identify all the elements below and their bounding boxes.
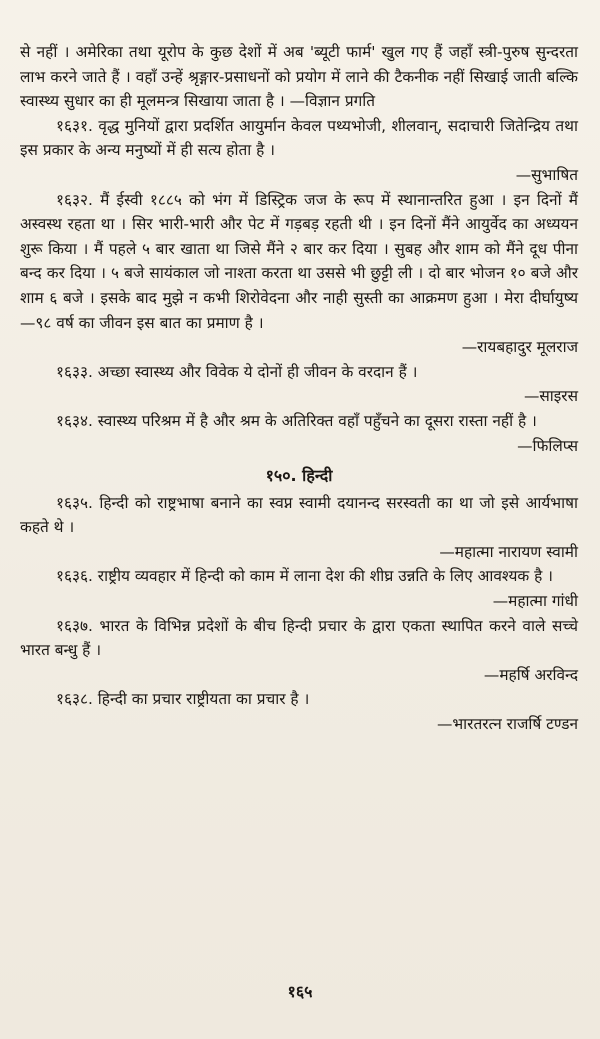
page-content: [20, 40, 578, 737]
quote-1632: १६३२. मैं ईस्वी १८८५ को भंग में डिस्ट्रिक जज के रूप में स्थानान्तरित हुआ । इन दिनों मैं अस्वस्थ रहता था । सिर भारी-भारी और पेट में गड़बड़ रहती थी । इन दिनों मैंने आयुर्वेद का अध्ययन शुरू किया । मैं पहले ५ बार खाता था जिसे मैंने २ बार कर दिया । सुबह और शाम को मैंने दूध पीना बन्द कर दिया । ५ बजे सायंकाल जो नाश्ता करता था उससे भी छुट्टी ली । दो बार भोजन १० बजे और शाम ६ बजे । इसके बाद मुझे न कभी शिरोवेदना और नाही सुस्ती का आक्रमण हुआ । मेरा दीर्घायुष्य—९८ वर्ष का जीवन इस बात का प्रमाण है ।: [20, 190, 578, 332]
section-heading: १५०. हिन्दी: [265, 466, 333, 486]
page-number: १६५: [287, 982, 313, 1001]
paragraph-continuation: से नहीं । अमेरिका तथा यूरोप के कुछ देशों में अब 'ब्यूटी फार्म' खुल गए हैं जहाँ स्त्री-पुरुष सुन्दरता लाभ करने जाते हैं । वहाँ उन्हें श्रृङ्गार-प्रसाधनों को प्रयोग में लाने की टैकनीक नहीं सिखाई जाती बल्कि स्वास्थ्य सुधार का ही मूलमन्त्र सिखाया जाता है । —विज्ञान प्रगति: [20, 43, 578, 111]
attribution-1634: —फिलिप्स: [517, 436, 578, 455]
quote-1638: १६३८. हिन्दी का प्रचार राष्ट्रीयता का प्रचार है ।: [56, 690, 310, 709]
quote-1637: १६३७. भारत के विभिन्न प्रदेशों के बीच हिन्दी प्रचार के द्वारा एकता स्थापित करने वाले सच्चे भारत बन्धु हैं ।: [20, 616, 578, 660]
attribution-1635: —महात्मा नारायण स्वामी: [439, 542, 578, 561]
attribution-1633: —साइरस: [523, 387, 578, 406]
quote-1635: १६३५. हिन्दी को राष्ट्रभाषा बनाने का स्वप्न स्वामी दयानन्द सरस्वती का था जो इसे आर्यभाषा कहते थे ।: [20, 493, 578, 537]
quote-1636: १६३६. राष्ट्रीय व्यवहार में हिन्दी को काम में लाना देश की शीघ्र उन्नति के लिए आवश्यक है ।: [56, 567, 553, 586]
quote-1634: १६३४. स्वास्थ्य परिश्रम में है और श्रम के अतिरिक्त वहाँ पहुँचने का दूसरा रास्ता नहीं है ।: [56, 411, 537, 430]
attribution-1637: —महर्षि अरविन्द: [483, 665, 578, 684]
attribution-1632: —रायबहादुर मूलराज: [461, 338, 578, 357]
attribution-1638: —भारतरत्न राजर्षि टण्डन: [436, 715, 578, 734]
attribution-1631: —सुभाषित: [515, 165, 578, 184]
quote-1631: १६३१. वृद्ध मुनियों द्वारा प्रदर्शित आयुर्मान केवल पथ्यभोजी, शीलवान्, सदाचारी जितेन्द्रिय तथा इस प्रकार के अन्य मनुष्यों में ही सत्य होता है ।: [20, 116, 578, 160]
attribution-1636: —महात्मा गांधी: [492, 592, 578, 611]
quote-1633: १६३३. अच्छा स्वास्थ्य और विवेक ये दोनों ही जीवन के वरदान हैं ।: [56, 362, 418, 381]
